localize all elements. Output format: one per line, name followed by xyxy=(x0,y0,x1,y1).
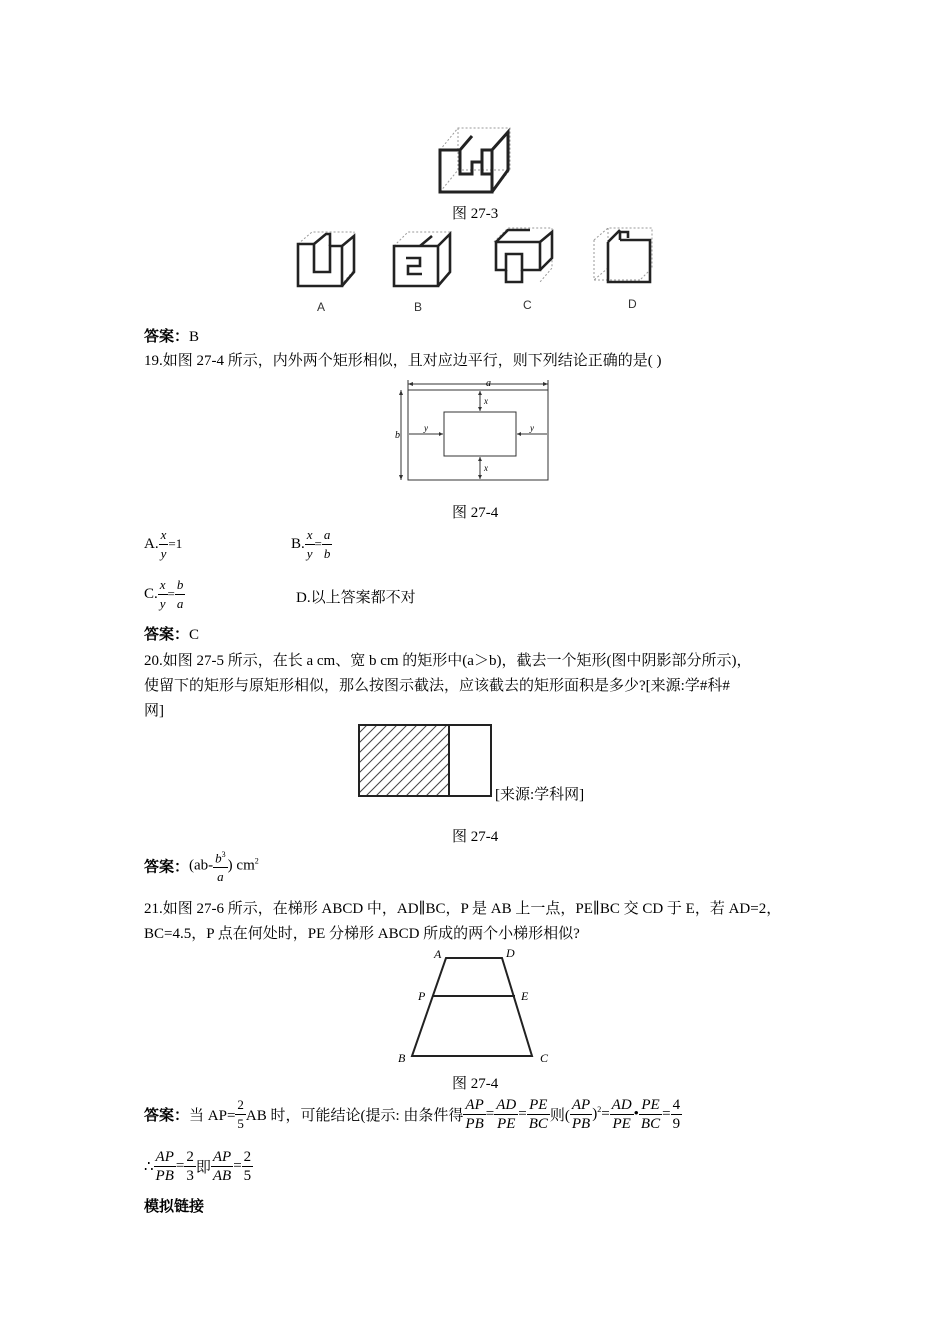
option-prefix: A. xyxy=(144,535,159,552)
q19-answer: 答案：C xyxy=(144,627,200,643)
option-label-c: C xyxy=(523,298,532,312)
vertex-p: P xyxy=(418,989,426,1003)
q20-line3: 网] xyxy=(144,703,164,719)
option-label-d: D xyxy=(628,297,637,311)
figure-27-3-options xyxy=(290,224,670,316)
q21-line2: BC=4.5，P 点在何处时，PE 分梯形 ABCD 所成的两个小梯形相似? xyxy=(144,926,580,942)
option-label-a: A xyxy=(317,300,326,314)
section-title: 模拟链接 xyxy=(144,1199,205,1215)
figure-27-3-caption: 图 27-3 xyxy=(452,206,499,222)
q20-answer: 答案：(ab- $\frac{b^3}{a}$ ) $cm^2$ xyxy=(144,850,259,885)
figure-27-4-rectangles xyxy=(394,376,554,484)
vertex-e: E xyxy=(521,989,529,1003)
vertex-c: C xyxy=(540,1051,549,1065)
figure-27-6-trapezoid xyxy=(394,944,560,1066)
label-x-bottom: x xyxy=(484,463,488,473)
label-x-top: x xyxy=(484,396,488,406)
q18-answer xyxy=(144,326,199,348)
q19-option-b: B. $\frac{x}{y}$ = $\frac{a}{b}$ xyxy=(291,527,331,561)
q21-line1: 21.如图 27-6 所示，在梯形 ABCD 中，AD∥BC，P 是 AB 上一点，PE∥BC 交 CD 于 E，若 AD=2， xyxy=(144,901,782,917)
figure-27-3-main xyxy=(430,122,520,198)
vertex-a: A xyxy=(434,947,442,961)
answer-value: B xyxy=(189,329,200,345)
answer-label: 答案： xyxy=(144,329,190,345)
q19-option-c: C. $\frac{x}{y}$ = $\frac{b}{a}$ xyxy=(144,577,184,611)
q19-option-d: D.以上答案都不对 xyxy=(296,590,416,606)
label-y-right: y xyxy=(530,423,534,433)
label-b: b xyxy=(395,430,400,441)
vertex-b: B xyxy=(398,1051,406,1065)
q20-line2: 使留下的矩形与原矩形相似，那么按图示截法，应该截去的矩形面积是多少?[来源:学#科# xyxy=(144,678,730,694)
q21-answer-line2: ∴ $\frac{AP}{PB}$ = $\frac{2}{3}$ 即 $\frac{AP}{AB}$ = $\frac{2}{5}$ xyxy=(144,1149,252,1184)
q20-line1: 20.如图 27-5 所示，在长 a cm、宽 b cm 的矩形中(a＞b)，截去一个矩形(图中阴影部分所示)， xyxy=(144,653,752,669)
q19-text: 19.如图 27-4 所示，内外两个矩形相似，且对应边平行，则下列结论正确的是( ) xyxy=(144,353,662,369)
figure-27-4-caption-c: 图 27-4 xyxy=(452,1076,499,1092)
q19-option-a: A. $\frac{x}{y}$ =1 xyxy=(144,527,183,561)
q21-answer-line1: 答案：当 AP= $\frac{2}{5}$ AB 时，可能结论(提示: 由条件得 $\frac{AP}{PB}$ = $\frac{AD}{PE}$ = $\frac{PE}{BC}$ 则( $\frac{AP}{PB}$ )$^2$= $\frac{AD}{PE}$ • $\frac{PE}{BC}$ = $\frac{4}{9}$ xyxy=(144,1097,681,1132)
figure-27-4-caption-b: 图 27-4 xyxy=(452,829,499,845)
q20-source-note: [来源:学科网] xyxy=(495,787,585,803)
option-label-b: B xyxy=(414,300,423,314)
figure-27-5-rectangle xyxy=(356,722,496,800)
label-y-left: y xyxy=(424,423,428,433)
label-a: a xyxy=(486,378,491,389)
figure-27-4-caption-a: 图 27-4 xyxy=(452,505,499,521)
vertex-d: D xyxy=(506,946,515,960)
